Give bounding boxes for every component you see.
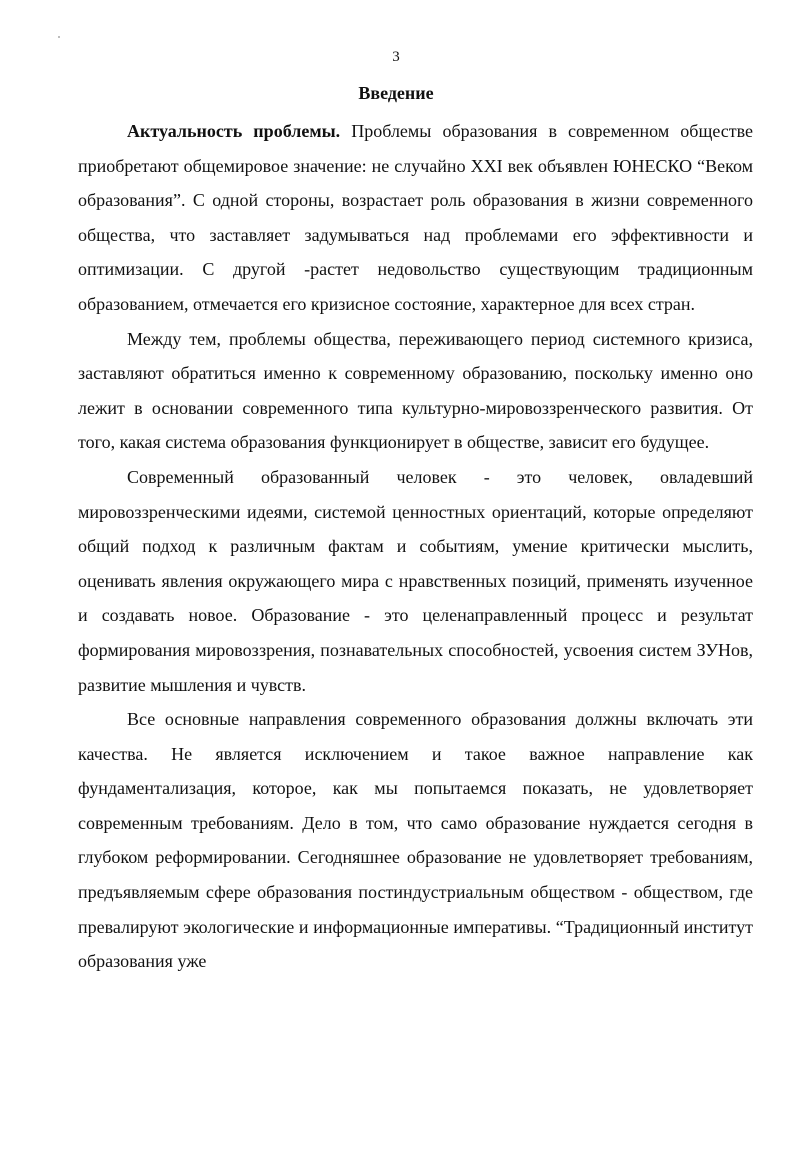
- paragraph-text: Все основные направления современного образования должны включать эти качества. Не является исключением и такое важное направление как фундаментализация, которое, как мы попытаемся показать, не удовлетворяет современным требованиям. Дело в том, что само образование нуждается сегодня в глубоком реформировании. Сегодняшнее образование не удовлетворяет требованиям, предъявляемым сфере образования постиндустриальным обществом - обществом, где превалируют экологические и информационные императивы. “Традиционный институт образования уже: [78, 709, 753, 972]
- paragraph-educated-person: [78, 460, 753, 702]
- paragraph-relevance: [78, 114, 753, 322]
- paragraph-fundamentalization: [78, 702, 753, 979]
- page-title: Введение: [358, 83, 434, 103]
- paragraph-text: Современный образованный человек - это человек, овладевший мировоззренческими идеями, системой ценностных ориентаций, которые определяют общий подход к различным фактам и событиям, умение критически мыслить, оценивать явления окружающего мира с нравственных позиций, применять изученное и создавать новое. Образование - это целенаправленный процесс и результат формирования мировоззрения, познавательных способностей, усвоения систем ЗУНов, развитие мышления и чувств.: [78, 466, 753, 695]
- paragraph-text: Между тем, проблемы общества, переживающего период системного кризиса, заставляют обратиться именно к современному образованию, поскольку именно оно лежит в основании современного типа культурно-мировоззренческого развития. От того, какая система образования функционирует в обществе, зависит его будущее.: [78, 328, 753, 453]
- paragraph-text: Проблемы образования в современном обществе приобретают общемировое значение: не случайно XXI век объявлен ЮНЕСКО “Веком образования”. С одной стороны, возрастает роль образования в жизни современного общества, что заставляет задумываться над проблемами его эффективности и оптимизации. С другой -растет недовольство существующим традиционным образованием, отмечается его кризисное состояние, характерное для всех стран.: [78, 121, 753, 314]
- paragraph-lead: Актуальность проблемы.: [127, 121, 341, 141]
- document-body: [78, 114, 753, 979]
- scan-speck: [58, 36, 60, 38]
- paragraph-crisis: [78, 322, 753, 460]
- page-number: 3: [392, 49, 400, 65]
